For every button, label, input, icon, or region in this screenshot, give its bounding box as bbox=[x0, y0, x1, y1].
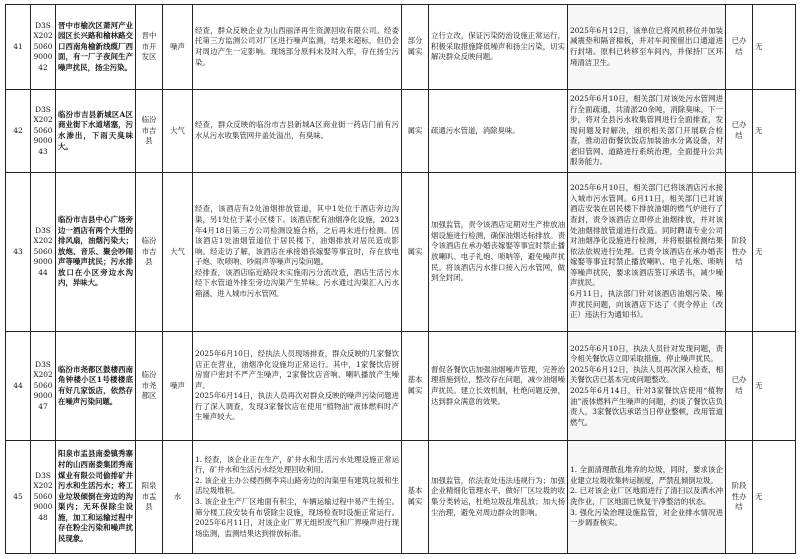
case-code: D3SX2025060900043 bbox=[31, 90, 56, 173]
case-code: D3SX2025060900047 bbox=[31, 332, 56, 441]
row-number: 45 bbox=[6, 441, 31, 554]
remark: 无 bbox=[753, 90, 796, 173]
status: 已办结 bbox=[726, 90, 753, 173]
result: 2025年6月10日，相关部门已将该酒店污水接入城市污水管网。6月11日，相关部门已对该酒店安装在居民楼下排放油烟的燃气炉进行了查封，责令该酒店立即停止油烟排放，并对该处油烟排放管道进行改造。同时聘请专业公司对油烟净化设施进行检测，并将根据检测结果依法依规进行处理。已责令该酒店在承办婚丧嫁娶等事宜时禁止播放喇叭、电子礼炮、唢呐等噪声扰民，要求该酒店签订承诺书，减少噪声扰民。 6月11日，执法部门针对该酒店油烟污染、噪声扰民问题，向该酒店下达了《责令停止（改正）违法行为通知书》。 bbox=[568, 173, 726, 332]
case-code: D3SX2025060900042 bbox=[31, 5, 56, 90]
remark: 无 bbox=[753, 441, 796, 554]
region: 临汾市尧都区 bbox=[136, 332, 163, 441]
measures: 立行立改，保证污染防治设施正常运行，积极采取措施降低噪声和扬尘污染，切实解决群众反映问题。 bbox=[429, 5, 568, 90]
row-number: 42 bbox=[6, 90, 31, 173]
verdict: 部分属实 bbox=[402, 5, 429, 90]
verdict: 基本属实 bbox=[402, 441, 429, 554]
table-row bbox=[6, 173, 796, 332]
table-row bbox=[6, 332, 796, 441]
remark: 无 bbox=[753, 332, 796, 441]
investigation: 1. 经查，该企业正在生产，矿井水和生活污水处理设施正常运行，矿井水和生活污水经处理回收利用。 2. 该企业主办公楼西侧李宾山路旁边的沟渠里有建筑垃圾和生活垃圾堆积。 3. 该企业生产厂区地面有积尘，车辆运输过程中易产生扬尘。筛分楼工段安装有布袋除尘设施，现场检查时设施正常运行。2025年6月11日，对该企业厂界无组织废气和厂界噪声进行现场监测，监测结果达到排放标准。 bbox=[193, 441, 402, 554]
row-number: 44 bbox=[6, 332, 31, 441]
pollution-type: 大气 bbox=[163, 173, 193, 332]
complaint-content: 临汾市吉县中心广场旁边一酒店有两个大型的排风扇，油烟污染大；放炮、音乐、聚会吵闹声等噪声扰民；污水排放口在小区旁边水沟内，异味大。 bbox=[56, 173, 136, 332]
remark: 无 bbox=[753, 173, 796, 332]
region: 晋中市开发区 bbox=[136, 5, 163, 90]
measures: 加强监管，责令该酒店定期对生产排放油烟设施进行检测，确保油烟达标排放。责令该酒店在承办婚丧嫁娶等事宜时禁止播放喇叭、电子礼炮、唢呐等，避免噪声扰民。将该酒店污水排口接入污水管网，做到全封闭。 bbox=[429, 173, 568, 332]
pollution-type: 大气 bbox=[163, 90, 193, 173]
result: 2025年6月10日，相关部门对该处污水管网进行全面疏通，共清淤20余吨，消除臭味。下一步，将对全县污水收集管网进行全面排查，发现问题及时解决，组织相关部门开展联合检查，推动沿街餐饮饭店加装油水分离设备，对老旧管网、道路进行系统治理，全面提升公共服务能力。 bbox=[568, 90, 726, 173]
case-code: D3SX2025060900044 bbox=[31, 173, 56, 332]
region: 临汾市吉县 bbox=[136, 90, 163, 173]
investigation: 经查，群众反映企业为山西丽泽再生资源回收有限公司。经委托第三方监测公司对厂区进行噪声监测，结果未超标，但仍会对周边产生一定影响。现场部分原料未及时入库，存在扬尘污染。 bbox=[193, 5, 402, 90]
complaint-content: 临汾市尧都区鼓楼西南角钟楼小区1号楼楼底有好几家饭店，依然存在噪声污染问题。 bbox=[56, 332, 136, 441]
complaint-content: 阳泉市盂县南娄镇秀寨村的山西南娄集团秀南煤业有限公司偷排矿井污水和生活污水；将工业垃圾倾倒在旁边的沟渠内；无环保除尘设施，加工和运输过程中存在粉尘污染和噪声扰民现象。 bbox=[56, 441, 136, 554]
region: 阳泉市盂县 bbox=[136, 441, 163, 554]
region: 临汾市吉县 bbox=[136, 173, 163, 332]
investigation: 经查，群众反映的临汾市吉县新城A区商业街一药店门前有污水从污水收集管网井盖处溢出，有臭味。 bbox=[193, 90, 402, 173]
verdict: 属实 bbox=[402, 90, 429, 173]
remark: 无 bbox=[753, 5, 796, 90]
complaint-content: 晋中市榆次区萧河产业园区长兴路和榆林路交口西南角榆新线缆厂西面，有一厂子夜间生产噪声扰民，扬尘污染。 bbox=[56, 5, 136, 90]
result: 2025年6月10日，执法人员针对发现问题，责令相关餐饮店立即采取措施，停止噪声扰民。 2025年6月12日，执法人员再次深入检查，相关餐饮店已基本完成问题整改。 2025年6月14日，针对3家餐饮店使用“植物油”液体燃料产生噪声的问题，约谈了餐饮店负责人，3家餐饮店承诺当日停业整顿，改用管道燃气。 bbox=[568, 332, 726, 441]
verdict: 属实 bbox=[402, 173, 429, 332]
status: 已办结 bbox=[726, 332, 753, 441]
verdict: 基本属实 bbox=[402, 332, 429, 441]
measures: 疏通污水管道，消除臭味。 bbox=[429, 90, 568, 173]
table-row bbox=[6, 90, 796, 173]
status: 阶段性办结 bbox=[726, 173, 753, 332]
status: 已办结 bbox=[726, 5, 753, 90]
result: 1. 全面清理散乱堆弃的垃圾，同时，要求该企业建立垃圾收集转运制度，严禁乱倾倒垃圾。 2. 已对该企业厂区地面进行了清扫以及洒水冲洗作业，厂区地面已恢复干净整洁的状态。 3. 强化污染治理设施监管，对企业排水情况进一步调查核实。 bbox=[568, 441, 726, 554]
investigation: 2025年6月10日，经执法人员现场排查，群众反映的几家餐饮店正在营业，油烟净化设施均正常运行。其中，1家餐饮店厨房窗户密封不严产生噪声，2家餐饮店音响、喇叭播放产生噪声。 2025年6月14日，执法人员再次对群众反映的噪声污染问题进行了深入调查，发现3家餐饮店在使用“植物油”液体燃料时产生噪声较大。 bbox=[193, 332, 402, 441]
case-code: D3SX2025060900048 bbox=[31, 441, 56, 554]
row-number: 43 bbox=[6, 173, 31, 332]
investigation: 经查，该酒店有2处油烟排放管道，其中1处位于酒店旁边沟渠，另1处位于某小区楼下。该酒店配有油烟净化设施，2023年4月18日第三方公司检测设施合格，之后再未进行检测。因该酒店1处油烟管道位于居民楼下，油烟排放对居民造成影响。经走访了解，该酒店在承接婚丧嫁娶等事宜时，存在放电子炮、吹唢呐、吵闹声等噪声污染问题。 经排查，该酒店临近路段未实施雨污分流改造，酒店生活污水经下水管道外排至旁边沟渠产生异味。污水通过沟渠汇入污水箱涵，进入城市污水管网。 bbox=[193, 173, 402, 332]
measures: 加强监管，依法查处违法违规行为；加强企业精细化管理水平，做好厂区垃圾的收集分类转运，杜绝垃圾乱堆乱放；加大扬尘治理，避免对周边群众的影响。 bbox=[429, 441, 568, 554]
table-row bbox=[6, 441, 796, 554]
status: 阶段性办结 bbox=[726, 441, 753, 554]
pollution-type: 水 bbox=[163, 441, 193, 554]
pollution-type: 噪声 bbox=[163, 332, 193, 441]
measures: 督促各餐饮店加强油烟噪声管理，完善治理措施到位，整改存在问题，减少油烟噪声扰民。建立长效机制，杜绝问题反弹，达到群众满意的效果。 bbox=[429, 332, 568, 441]
complaint-table bbox=[5, 4, 796, 554]
result: 2025年6月12日，该单位已将风机移位并加装减震垫和隔音棉板，并对车间预留出口通道进行封堵。原料已转移至车间内，并保持厂区环境清洁卫生。 bbox=[568, 5, 726, 90]
complaint-content: 临汾市吉县新城区A区商业街下水道堵塞，污水渗出，下雨天臭味大。 bbox=[56, 90, 136, 173]
row-number: 41 bbox=[6, 5, 31, 90]
pollution-type: 噪声 bbox=[163, 5, 193, 90]
table-row bbox=[6, 5, 796, 90]
